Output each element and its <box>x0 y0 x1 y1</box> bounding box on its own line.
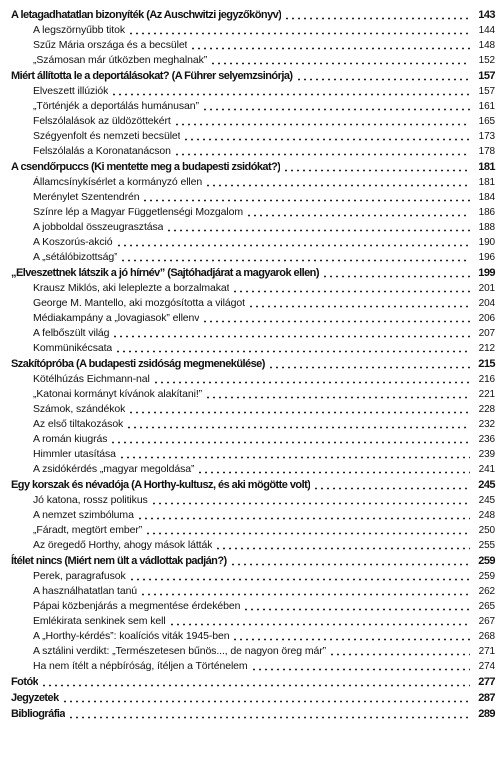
toc-page-number: 173 <box>478 131 495 142</box>
toc-page-number: 157 <box>478 70 495 82</box>
toc-page-number: 152 <box>478 55 495 66</box>
toc-page-number: 161 <box>478 101 495 112</box>
toc-entry-title: Egy korszak és névadója (A Horthy-kultusz, és aki mögötte volt) <box>11 479 311 491</box>
toc-entry-title: Szűz Mária országa és a becsület <box>33 39 188 51</box>
toc-entry-title: Az első tiltakozások <box>33 418 124 430</box>
toc-page-number: 236 <box>478 434 495 445</box>
toc-page-number: 241 <box>478 464 495 475</box>
toc-section-entry <box>11 38 495 53</box>
dot-leader <box>174 153 470 156</box>
dot-leader <box>151 502 470 505</box>
toc-page-number: 271 <box>478 646 495 657</box>
toc-entry-title: „Számosan már útközben meghalnak” <box>33 54 208 66</box>
toc-section-entry <box>11 508 495 523</box>
dot-leader <box>115 350 470 353</box>
toc-section-entry <box>11 387 495 402</box>
toc-page-number: 239 <box>478 449 495 460</box>
dot-leader <box>248 305 470 308</box>
toc-section-entry <box>11 569 495 584</box>
toc-entry-title: Ha nem ítélt a népbíróság, ítéljen a Történelem <box>33 660 248 672</box>
toc-page-number: 212 <box>478 343 495 354</box>
toc-page-number: 274 <box>478 661 495 672</box>
toc-entry-title: A zsidókérdés „magyar megoldása” <box>33 463 195 475</box>
toc-section-entry <box>11 659 495 674</box>
toc-chapter-entry <box>11 707 495 722</box>
dot-leader <box>322 275 470 278</box>
toc-entry-title: A felbőszült világ <box>33 327 110 339</box>
dot-leader <box>111 93 470 96</box>
toc-section-entry <box>11 129 495 144</box>
dot-leader <box>126 426 470 429</box>
toc-entry-title: A nemzet szimbóluma <box>33 509 134 521</box>
dot-leader <box>202 108 470 111</box>
toc-section-entry <box>11 584 495 599</box>
dot-leader <box>246 214 470 217</box>
dot-leader <box>202 320 470 323</box>
toc-page-number: 186 <box>478 207 495 218</box>
toc-entry-title: Himmler utasítása <box>33 448 116 460</box>
dot-leader <box>232 290 470 293</box>
toc-section-entry <box>11 402 495 417</box>
toc-entry-title: A román kiugrás <box>33 433 108 445</box>
toc-section-entry <box>11 296 495 311</box>
toc-page-number: 259 <box>478 571 495 582</box>
toc-page-number: 232 <box>478 419 495 430</box>
dot-leader <box>215 547 470 550</box>
toc-chapter-entry <box>11 675 495 690</box>
toc-section-entry <box>11 190 495 205</box>
dot-leader <box>190 47 470 50</box>
toc-section-entry <box>11 99 495 114</box>
toc-entry-title: Számok, szándékok <box>33 403 126 415</box>
toc-page-number: 181 <box>478 177 495 188</box>
dot-leader <box>205 396 470 399</box>
toc-entry-title: A „Horthy-kérdés”: koalíciós viták 1945-ben <box>33 630 230 642</box>
toc-section-entry <box>11 281 495 296</box>
toc-page-number: 277 <box>478 676 495 688</box>
toc-entry-title: George M. Mantello, aki mozgósította a világot <box>33 297 245 309</box>
toc-page-number: 190 <box>478 237 495 248</box>
toc-page-number: 216 <box>478 374 495 385</box>
toc-page-number: 287 <box>478 692 495 704</box>
toc-entry-title: Szakítópróba (A budapesti zsidóság megmenekülése) <box>11 358 265 370</box>
toc-entry-title: A letagadhatatlan bizonyíték (Az Auschwitzi jegyzőkönyv) <box>11 9 282 21</box>
toc-section-entry <box>11 144 495 159</box>
toc-page-number: 267 <box>478 616 495 627</box>
toc-entry-title: A csendőrpuccs (Ki mentette meg a budapesti zsidókat?) <box>11 161 281 173</box>
toc-chapter-entry <box>11 160 495 175</box>
toc-section-entry <box>11 326 495 341</box>
toc-section-entry <box>11 523 495 538</box>
toc-entry-title: Médiakampány a „lovagiasok” ellenv <box>33 312 200 324</box>
toc-entry-title: A jobboldal összeugrasztása <box>33 221 164 233</box>
dot-leader <box>296 78 470 81</box>
toc-entry-title: Elveszett illúziók <box>33 85 109 97</box>
toc-section-entry <box>11 341 495 356</box>
dot-leader <box>329 653 470 656</box>
toc-page-number: 188 <box>478 222 495 233</box>
toc-chapter-entry <box>11 266 495 281</box>
dot-leader <box>230 563 470 566</box>
toc-page-number: 178 <box>478 146 495 157</box>
dot-leader <box>174 123 470 126</box>
toc-chapter-entry <box>11 357 495 372</box>
toc-page-number: 262 <box>478 586 495 597</box>
toc-chapter-entry <box>11 554 495 569</box>
toc-entry-title: Bibliográfia <box>11 708 65 720</box>
toc-page-number: 221 <box>478 389 495 400</box>
toc-page-number: 206 <box>478 313 495 324</box>
dot-leader <box>251 668 470 671</box>
toc-page-number: 255 <box>478 540 495 551</box>
dot-leader <box>116 244 470 247</box>
toc-page-number: 289 <box>478 708 495 720</box>
toc-chapter-entry <box>11 69 495 84</box>
dot-leader <box>129 578 470 581</box>
toc-entry-title: Jegyzetek <box>11 692 59 704</box>
toc-entry-title: Emlékirata senkinek sem kell <box>33 615 166 627</box>
toc-section-entry <box>11 372 495 387</box>
toc-section-entry <box>11 114 495 129</box>
dot-leader <box>153 381 470 384</box>
toc-page-number: 207 <box>478 328 495 339</box>
toc-page-number: 265 <box>478 601 495 612</box>
toc-chapter-entry <box>11 691 495 706</box>
toc-section-entry <box>11 220 495 235</box>
toc-page-number: 245 <box>478 495 495 506</box>
toc-section-entry <box>11 629 495 644</box>
toc-section-entry <box>11 432 495 447</box>
dot-leader <box>183 138 470 141</box>
dot-leader <box>142 199 470 202</box>
toc-page-number: 144 <box>478 25 495 36</box>
dot-leader <box>68 716 470 719</box>
toc-section-entry <box>11 417 495 432</box>
toc-entry-title: A „sétálóbizottság” <box>33 251 118 263</box>
toc-page-number: 268 <box>478 631 495 642</box>
dot-leader <box>284 17 470 20</box>
toc-section-entry <box>11 599 495 614</box>
dot-leader <box>112 335 470 338</box>
toc-entry-title: Kommünikécsata <box>33 342 113 354</box>
dot-leader <box>119 456 470 459</box>
dot-leader <box>169 623 470 626</box>
toc-entry-title: Színre lép a Magyar Függetlenségi Mozgalom <box>33 206 243 218</box>
toc-entry-title: A legszörnyűbb titok <box>33 24 125 36</box>
toc-page-number: 199 <box>478 267 495 279</box>
toc-entry-title: „Történjék a deportálás humánusan” <box>33 100 199 112</box>
toc-section-entry <box>11 538 495 553</box>
dot-leader <box>140 593 470 596</box>
toc-entry-title: Fotók <box>11 676 39 688</box>
dot-leader <box>41 684 470 687</box>
toc-section-entry <box>11 205 495 220</box>
toc-section-entry <box>11 493 495 508</box>
toc-entry-title: Államcsínykísérlet a kormányzó ellen <box>33 176 203 188</box>
dot-leader <box>62 700 470 703</box>
toc-page-number: 157 <box>478 86 495 97</box>
toc-entry-title: Jó katona, rossz politikus <box>33 494 148 506</box>
dot-leader <box>243 608 470 611</box>
toc-entry-title: Az öregedő Horthy, ahogy mások látták <box>33 539 213 551</box>
dot-leader <box>110 441 470 444</box>
dot-leader <box>166 229 470 232</box>
toc-page-number: 259 <box>478 555 495 567</box>
toc-entry-title: Felszólalás a Koronatanácson <box>33 145 171 157</box>
toc-page-number: 196 <box>478 252 495 263</box>
table-of-contents <box>11 8 495 722</box>
toc-page-number: 143 <box>478 9 495 21</box>
toc-section-entry <box>11 53 495 68</box>
toc-entry-title: A Koszorús-akció <box>33 236 113 248</box>
toc-section-entry <box>11 235 495 250</box>
toc-entry-title: Ítélet nincs (Miért nem ült a vádlottak padján?) <box>11 555 227 567</box>
dot-leader <box>128 32 470 35</box>
toc-section-entry <box>11 644 495 659</box>
toc-entry-title: Miért állította le a deportálásokat? (A Führer selyemzsinórja) <box>11 70 293 82</box>
toc-section-entry <box>11 84 495 99</box>
toc-entry-title: Kötélhúzás Eichmann-nal <box>33 373 150 385</box>
toc-entry-title: Merénylet Szentendrén <box>33 191 140 203</box>
toc-page-number: 215 <box>478 358 495 370</box>
toc-section-entry <box>11 462 495 477</box>
toc-page-number: 165 <box>478 116 495 127</box>
toc-entry-title: A sztálini verdikt: „Természetesen bűnös..., de nagyon öreg már” <box>33 645 326 657</box>
toc-page-number: 201 <box>478 283 495 294</box>
toc-section-entry <box>11 614 495 629</box>
toc-page-number: 248 <box>478 510 495 521</box>
toc-entry-title: Felszólalások az üldözöttekért <box>33 115 171 127</box>
toc-page-number: 181 <box>478 161 495 173</box>
toc-section-entry <box>11 250 495 265</box>
toc-entry-title: Perek, paragrafusok <box>33 570 126 582</box>
dot-leader <box>268 366 470 369</box>
toc-entry-title: „Elveszettnek látszik a jó hírnév” (Sajtóhadjárat a magyarok ellen) <box>11 267 319 279</box>
dot-leader <box>313 487 470 490</box>
dot-leader <box>128 411 470 414</box>
toc-page-number: 148 <box>478 40 495 51</box>
toc-chapter-entry <box>11 478 495 493</box>
toc-page-number: 250 <box>478 525 495 536</box>
toc-section-entry <box>11 447 495 462</box>
dot-leader <box>210 62 470 65</box>
toc-section-entry <box>11 23 495 38</box>
dot-leader <box>137 517 470 520</box>
toc-page-number: 204 <box>478 298 495 309</box>
toc-chapter-entry <box>11 8 495 23</box>
toc-entry-title: „Katonai kormányt kívánok alakítani!” <box>33 388 203 400</box>
toc-page-number: 228 <box>478 404 495 415</box>
toc-entry-title: Krausz Miklós, aki leleplezte a borzalmakat <box>33 282 230 294</box>
dot-leader <box>283 169 470 172</box>
toc-section-entry <box>11 175 495 190</box>
toc-entry-title: „Fáradt, megtört ember” <box>33 524 143 536</box>
dot-leader <box>197 471 470 474</box>
dot-leader <box>232 638 470 641</box>
toc-entry-title: Szégyenfolt és nemzeti becsület <box>33 130 181 142</box>
dot-leader <box>120 259 470 262</box>
dot-leader <box>205 184 470 187</box>
toc-page-number: 184 <box>478 192 495 203</box>
dot-leader <box>145 532 470 535</box>
toc-page-number: 245 <box>478 479 495 491</box>
toc-entry-title: Pápai közbenjárás a megmentése érdekében <box>33 600 241 612</box>
toc-entry-title: A használhatatlan tanú <box>33 585 138 597</box>
toc-section-entry <box>11 311 495 326</box>
